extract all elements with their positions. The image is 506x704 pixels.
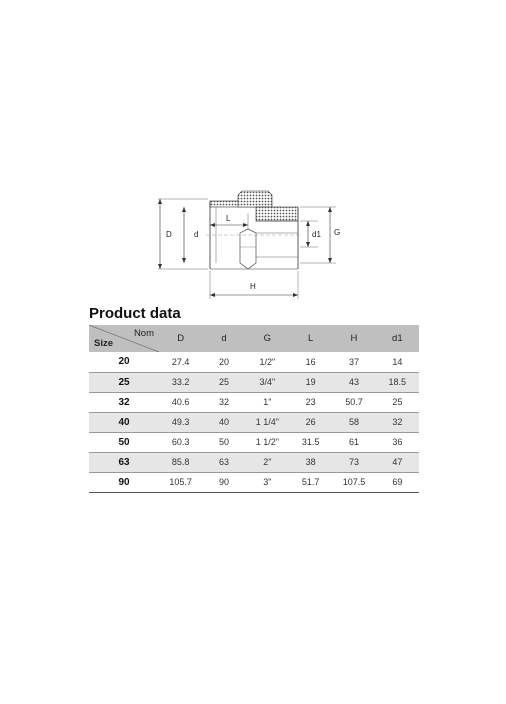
column-header-d: d [221,333,227,344]
value-cell-d: 20 [218,356,229,367]
value-cell-d: 40 [218,417,229,427]
value-cell-G: 3" [263,477,272,487]
product-data-table [89,325,419,493]
size-cell: 20 [118,356,130,368]
dim-H-label: H [250,282,256,291]
value-cell-L: 26 [305,417,316,427]
value-cell-L: 31.5 [301,437,320,447]
dim-d-label: d [194,230,199,239]
value-cell-d1: 18.5 [388,377,407,387]
table-row [89,372,419,392]
table-header-row [89,325,419,352]
value-cell-d: 90 [218,477,229,487]
dim-L-label: L [226,214,231,223]
corner-nom-label: Nom [133,328,154,339]
value-cell-L: 23 [305,397,316,407]
table-row [89,432,419,452]
value-cell-G: 1 1/4" [255,417,279,427]
size-cell: 25 [118,376,130,388]
table-row [89,412,419,432]
value-cell-G: 1 1/2" [255,437,279,447]
size-cell: 90 [118,476,130,488]
size-cell: 32 [118,396,130,408]
value-cell-H: 58 [348,417,359,427]
value-cell-d: 32 [218,397,229,407]
value-cell-d1: 14 [392,356,403,367]
dim-D-label: D [166,230,172,239]
value-cell-d1: 32 [392,417,403,427]
size-cell: 40 [118,416,130,428]
value-cell-d: 63 [218,457,229,467]
fitting-cross-section [150,185,360,303]
value-cell-D: 85.8 [171,457,190,467]
value-cell-d1: 47 [392,457,403,467]
value-cell-D: 27.4 [171,356,190,367]
value-cell-D: 40.6 [171,397,190,407]
corner-size-label: Size [94,338,114,349]
fitting-drawing [150,185,360,303]
value-cell-d1: 36 [392,437,403,447]
value-cell-H: 50.7 [345,397,363,407]
dim-G-label: G [334,228,341,237]
table-corner-cell [89,325,159,352]
value-cell-L: 16 [305,356,316,367]
value-cell-H: 43 [348,377,359,387]
value-cell-d: 25 [218,377,229,387]
table-body [89,352,419,492]
value-cell-d1: 25 [392,397,403,407]
value-cell-D: 105.7 [169,477,192,487]
table-row [89,352,419,372]
table-row [89,452,419,472]
value-cell-G: 2" [263,457,272,467]
column-header-H: H [350,333,358,344]
column-header-d1: d1 [392,333,403,344]
value-cell-D: 49.3 [171,417,190,427]
value-cell-L: 51.7 [301,477,320,487]
column-header-D: D [177,333,185,344]
table-row [89,472,419,492]
column-header-G: G [263,333,272,344]
value-cell-H: 107.5 [342,477,366,487]
table-row [89,392,419,412]
size-cell: 63 [118,456,130,468]
value-cell-d: 50 [218,437,229,447]
value-cell-H: 37 [348,356,359,367]
value-cell-G: 1/2" [259,356,276,367]
column-header-L: L [308,333,314,344]
value-cell-G: 3/4" [259,377,276,387]
size-cell: 50 [118,436,130,448]
value-cell-D: 33.2 [171,377,190,387]
value-cell-L: 38 [305,457,316,467]
value-cell-H: 61 [348,437,359,447]
value-cell-L: 19 [305,377,316,387]
value-cell-D: 60.3 [171,437,190,447]
value-cell-G: 1" [263,397,272,407]
product-data-title: Product data [89,305,181,322]
value-cell-d1: 69 [392,477,403,487]
dim-d1-label: d1 [312,230,321,239]
value-cell-H: 73 [348,457,359,467]
